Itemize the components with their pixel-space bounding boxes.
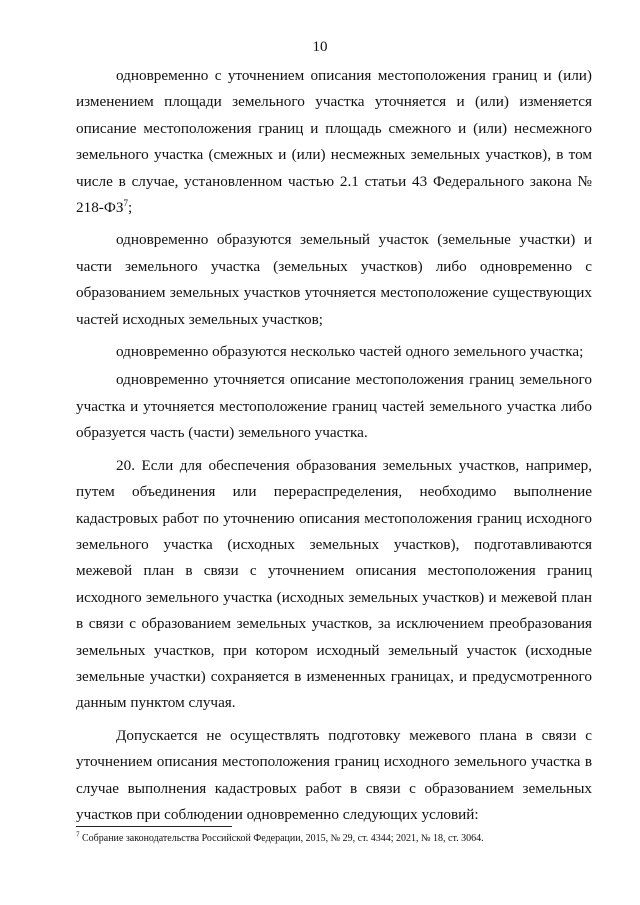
- paragraph-item-20: 20. Если для обеспечения образования земельных участков, например, путем объединения или перераспределения, необходимо выполнение кадастровых работ по уточнению описания местоположения границ исходного земельного участка (исходных земельных участков), подготавливаются межевой план в связи с уточнением описания местоположения границ исходного земельного участка (исходных земельных участков) и межевой план в связи с образованием земельных участков, за исключением преобразования земельных участков, при котором исходный земельный участок (исходные земельные участки) сохраняется в измененных границах, и предусмотренного данным пунктом случая.: [76, 456, 592, 712]
- paragraph-several-parts: одновременно образуются несколько частей одного земельного участка;: [116, 343, 584, 361]
- paragraph-suffix: ;: [127, 199, 133, 217]
- footnote-separator: [76, 826, 232, 827]
- paragraph-parts-clarification: одновременно уточняется описание местоположения границ земельного участка и уточняется местоположение границ частей земельного участка либо образуется часть (части) земельного участка.: [76, 371, 592, 442]
- footnote: [76, 832, 592, 845]
- paragraph-allowed-exception: Допускается не осуществлять подготовку межевого плана в связи с уточнением описания местоположения границ исходного земельного участка в случае выполнения кадастровых работ в связи с образованием земельных участков при соблюдении одновременно следующих условий:: [76, 726, 592, 823]
- paragraph-text: одновременно с уточнением описания местоположения границ и (или) изменением площади земельного участка уточняется и (или) изменяется описание местоположения границ и площадь смежного и (или) несмежного земельного участка (смежных и (или) несмежных земельных участков), в том числе в случае, установленном частью 2.1 статьи 43 Федерального закона № 218-ФЗ: [76, 67, 592, 217]
- paragraph-simultaneous-formation: одновременно образуются земельный участок (земельные участки) и части земельного участка (земельных участков) либо одновременно с образованием земельных участков уточняется местоположение существующих частей исходных земельных участков;: [76, 231, 592, 328]
- footnote-marker: 7: [76, 830, 80, 839]
- footnote-reference: 7: [123, 197, 128, 208]
- document-body: [76, 63, 592, 828]
- paragraph-boundary-clarification: [76, 63, 592, 221]
- footnote-text: Собрание законодательства Российской Федерации, 2015, № 29, ст. 4344; 2021, № 18, ст. 3064.: [79, 833, 484, 844]
- page-number: 10: [312, 39, 328, 55]
